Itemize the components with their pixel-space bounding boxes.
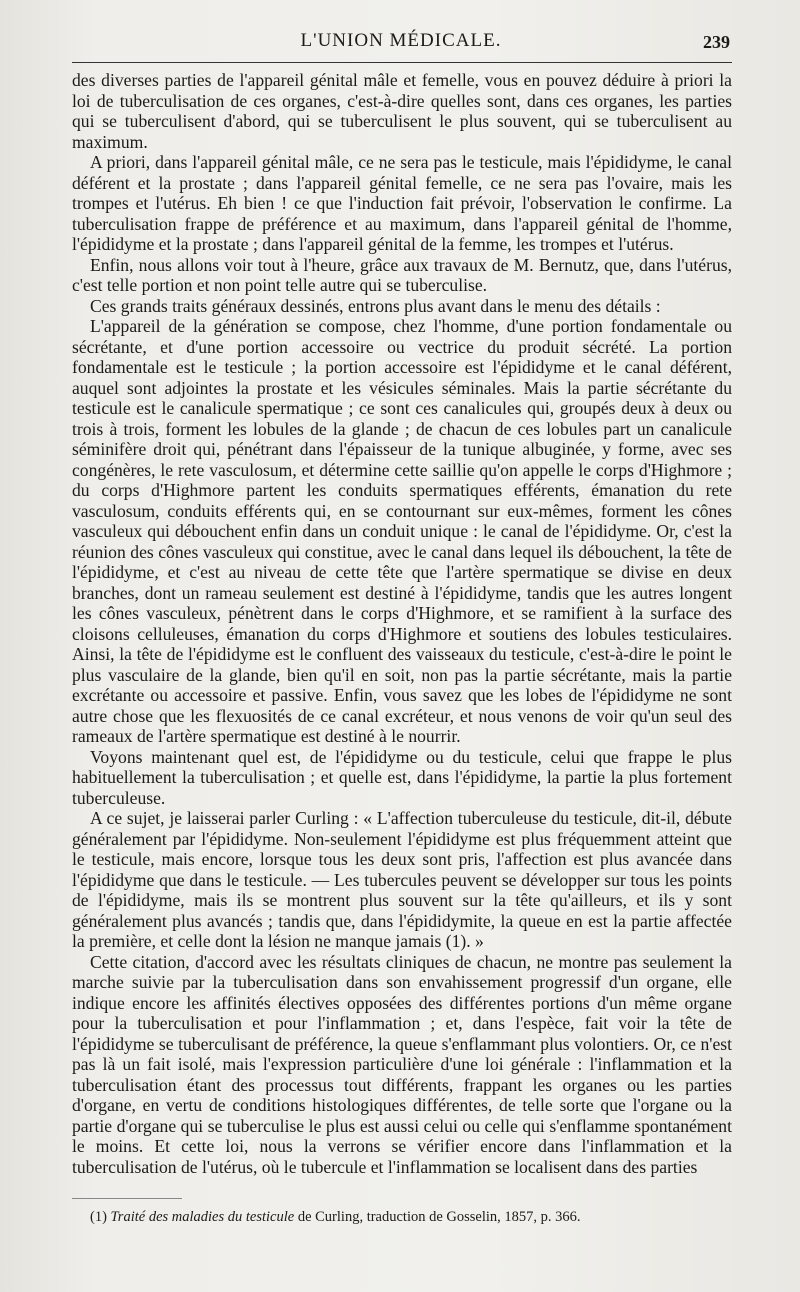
paragraph: L'appareil de la génération se compose, chez l'homme, d'une portion fondamentale ou sécrétante, et d'une portion accessoire ou vectrice du produit sécrété. La portion fondamentale est le testicule ; la portion accessoire est l'épididyme et le canal déférent, auquel sont adjointes la prostate et les vésicules séminales. Mais la partie sécrétante du testicule est le canalicule spermatique ; ce sont ces canalicules qui, groupés deux à deux ou trois à trois, forment les lobules de la glande ; de chacun de ces lobules part un canalicule séminifère droit qui, pénétrant dans l'épaisseur de la tunique albuginée, y forme, avec ses congénères, le rete vasculosum, et détermine cette saillie qu'on appelle le corps d'Highmore ; du corps d'Highmore partent les conduits spermatiques efférents, émanation du rete vasculosum, conduits efférents qui, en se contournant sur eux-mêmes, forment les cônes vasculeux qui débouchent enfin dans un conduit unique : le canal de l'épididyme. Or, c'est la réunion des cônes vasculeux qui constitue, avec le canal dans lequel ils débouchent, la tête de l'épididyme, et c'est au niveau de cette tête que l'artère spermatique se divise en deux branches, dont un rameau seulement est destiné à l'épididyme, tandis que les autres longent les cônes vasculeux, pénètrent dans le corps d'Highmore, et se ramifient à la surface des cloisons celluleuses, émanation du corps d'Highmore et soutiens des lobules testiculaires. Ainsi, la tête de l'épididyme est le confluent des vaisseaux du testicule, c'est-à-dire le point le plus vasculaire de la glande, bien qu'il en soit, non pas la partie sécrétante, mais la partie excrétante ou accessoire et passive. Enfin, vous savez que les lobes de l'épididyme ne sont autre chose que les flexuosités de ce canal excréteur, et nous venons de voir qu'un seul des rameaux de l'artère spermatique est destiné à le nourrir. <box>72 316 732 746</box>
paragraph: Voyons maintenant quel est, de l'épididyme ou du testicule, celui que frappe le plus habituellement la tuberculisation ; et quelle est, dans l'épididyme, la partie la plus fortement tuberculeuse. <box>72 746 732 808</box>
footnote <box>90 1208 730 1226</box>
header-rule <box>72 62 732 63</box>
footnote-marker: (1) <box>90 1209 107 1225</box>
footnote-title: Traité des maladies du testicule <box>110 1209 295 1225</box>
page-header <box>72 30 730 58</box>
paragraph: A priori, dans l'appareil génital mâle, ce ne sera pas le testicule, mais l'épididyme, le canal déférent et la prostate ; dans l'appareil génital femelle, ce ne sera pas l'ovaire, mais les trompes et l'utérus. Eh bien ! ce que l'induction fait prévoir, l'observation le confirme. La tuberculisation frappe de préférence et au maximum, dans l'appareil génital de l'homme, l'épididyme et la prostate ; dans l'appareil génital de la femme, les trompes et l'utérus. <box>72 152 732 254</box>
page-number: 239 <box>703 32 730 52</box>
footnote-text: de Curling, traduction de Gosselin, 1857, p. 366. <box>297 1209 581 1225</box>
paragraph: Enfin, nous allons voir tout à l'heure, grâce aux travaux de M. Bernutz, que, dans l'utérus, c'est telle portion et non point telle autre qui se tuberculise. <box>72 254 732 295</box>
paragraph: A ce sujet, je laisserai parler Curling : « L'affection tuberculeuse du testicule, dit-il, débute généralement par l'épididyme. Non-seulement l'épididyme est plus fréquemment atteint que le testicule, mais encore, lorsque tous les deux sont pris, l'affection est plus avancée dans l'épididyme que dans le testicule. — Les tubercules peuvent se développer sur tous les points de l'épididyme, mais ils se montrent plus souvent sur la tête qu'ailleurs, et ils y sont généralement plus avancés ; tandis que, dans l'épididymite, la queue en est la partie affectée la première, et celle dont la lésion ne manque jamais (1). » <box>72 808 732 951</box>
footnote-rule <box>72 1198 182 1199</box>
paragraph: des diverses parties de l'appareil génital mâle et femelle, vous en pouvez déduire à priori la loi de tuberculisation de ces organes, c'est-à-dire quelles sont, dans ces organes, les parties qui se tuberculisent d'abord, qui se tuberculisent le plus souvent, qui se tuberculisent au maximum. <box>72 70 732 152</box>
paragraph: Cette citation, d'accord avec les résultats cliniques de chacun, ne montre pas seulement la marche suivie par la tuberculisation dans son envahissement progressif d'un organe, elle indique encore les affinités électives opposées des différentes portions d'un même organe pour la tuberculisation et pour l'inflammation ; et, dans l'espèce, fait voir la tête de l'épididyme se tuberculisant de préférence, la queue s'enflammant plus volontiers. Or, ce n'est pas là un fait isolé, mais l'expression particulière d'une loi générale : l'inflammation et la tuberculisation étant des processus tout différents, frappant les organes ou les parties d'organe, en vertu de conditions histologiques différentes, de telle sorte que l'organe ou la partie d'organe qui se tuberculise le plus est aussi celui ou celle qui s'enflamme spontanément le moins. Et cette loi, nous la verrons se vérifier encore dans l'inflammation et la tuberculisation de l'utérus, où le tubercule et l'inflammation se localisent dans des parties <box>72 951 732 1177</box>
running-title: L'UNION MÉDICALE. <box>300 30 502 51</box>
body-text <box>72 70 732 1177</box>
paragraph: Ces grands traits généraux dessinés, entrons plus avant dans le menu des détails : <box>90 295 661 316</box>
